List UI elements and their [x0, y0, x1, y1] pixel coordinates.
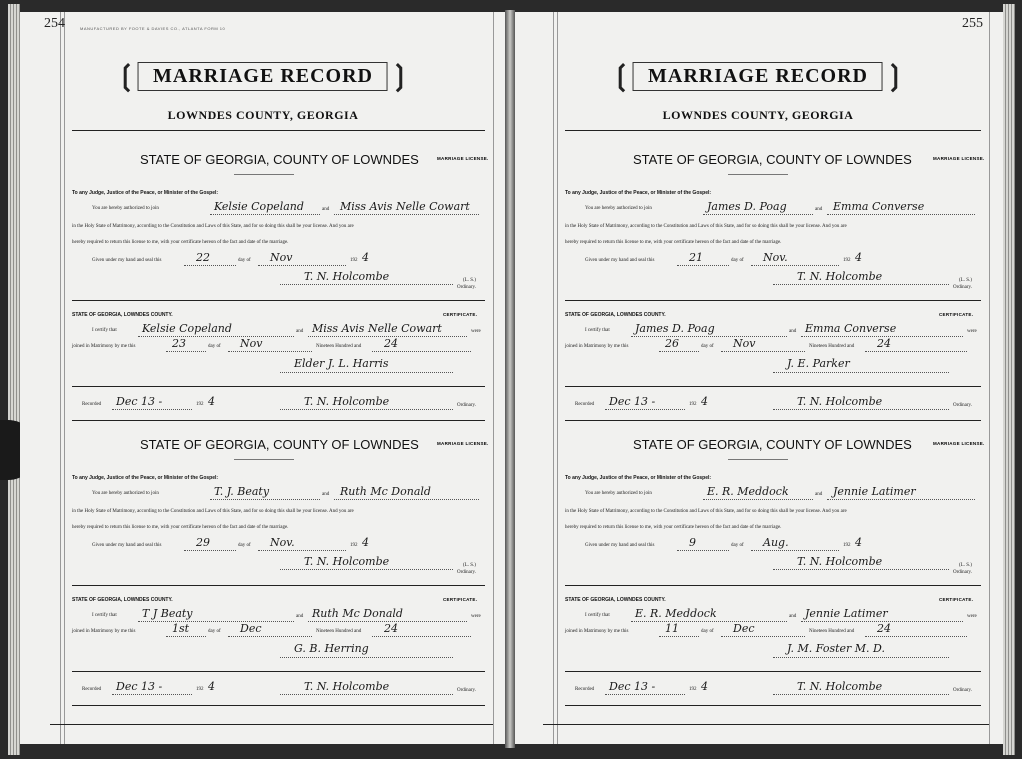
page-number: 255 [962, 16, 983, 31]
seal-ls: (L. S.) [959, 563, 972, 568]
recorded-signature: T. N. Holcombe [304, 395, 390, 408]
recorded-year-digit: 4 [208, 395, 215, 408]
cert-state: STATE OF GEORGIA, LOWNDES COUNTY. [565, 312, 666, 318]
joined-text: joined in Matrimony by me this [72, 344, 136, 349]
recorded-ordinary: Ordinary. [457, 403, 476, 408]
cert-divider [565, 671, 981, 672]
given-day: 29 [196, 536, 210, 549]
license-address: To any Judge, Justice of the Peace, or Minister of the Gospel: [72, 190, 219, 196]
recorded-label: Recorded [82, 402, 102, 407]
seal-ls: (L. S.) [959, 278, 972, 283]
record-bottom-rule [565, 420, 981, 421]
bride-name: Emma Converse [833, 200, 925, 213]
cert-and: and [789, 329, 797, 334]
given-month: Nov [270, 251, 293, 264]
officiant-line [773, 372, 949, 373]
given-year-digit: 4 [362, 536, 369, 549]
recorded-year-digit: 4 [701, 680, 708, 693]
cert-month: Nov [240, 337, 263, 350]
recorded-ordinary: Ordinary. [953, 688, 972, 693]
recorded-sig-line [280, 409, 453, 410]
bride-line [827, 499, 975, 500]
ordinary-sig-line [280, 284, 453, 285]
groom-name: E. R. Meddock [707, 485, 789, 498]
title-rule [72, 130, 485, 131]
ordinary-signature: T. N. Holcombe [797, 270, 883, 283]
were-text: were [471, 329, 481, 334]
given-day: 22 [196, 251, 210, 264]
heading-rule [234, 459, 294, 460]
ordinary-sig-line [773, 284, 949, 285]
and-text: and [322, 207, 330, 212]
recorded-label: Recorded [575, 402, 595, 407]
day-of-text: day of [238, 543, 251, 548]
given-month-line [751, 265, 839, 266]
cert-groom: James D. Poag [635, 322, 715, 335]
were-text: were [967, 329, 977, 334]
cert-label: CERTIFICATE. [443, 597, 478, 602]
authorized-text: You are hereby authorized to join [92, 491, 159, 496]
holy-state-text: in the Holy State of Matrimony, according to the Constitution and Laws of this State, and for so doing this shall be your license. And you are [565, 509, 847, 514]
recorded-year-digit: 4 [208, 680, 215, 693]
were-text: were [967, 614, 977, 619]
given-day-line [677, 265, 729, 266]
bride-line [334, 214, 479, 215]
cert-day-line [659, 351, 699, 352]
recorded-date-line [112, 409, 192, 410]
seal-ls: (L. S.) [463, 278, 476, 283]
joined-text: joined in Matrimony by me this [565, 344, 629, 349]
cert-year: 24 [384, 337, 398, 350]
given-month-line [258, 550, 346, 551]
ordinary-signature: T. N. Holcombe [304, 555, 390, 568]
license-state-heading: STATE OF GEORGIA, COUNTY OF LOWNDES [140, 152, 419, 167]
cert-groom-line [138, 621, 294, 622]
cert-year: 24 [877, 622, 891, 635]
certify-text: I certify that [92, 328, 117, 333]
recorded-sig-line [773, 409, 949, 410]
bride-name: Miss Avis Nelle Cowart [340, 200, 470, 213]
recorded-date: Dec 13 - [609, 395, 656, 408]
cert-month-line [228, 636, 312, 637]
bride-name: Jennie Latimer [833, 485, 916, 498]
marriage-record [20, 152, 507, 442]
and-text: and [322, 492, 330, 497]
cert-groom: Kelsie Copeland [142, 322, 232, 335]
license-label: MARRIAGE LICENSE. [437, 156, 489, 161]
cert-divider [72, 671, 485, 672]
authorized-text: You are hereby authorized to join [92, 206, 159, 211]
license-divider [72, 300, 485, 301]
certify-text: I certify that [585, 613, 610, 618]
recorded-date: Dec 13 - [609, 680, 656, 693]
given-day: 21 [689, 251, 703, 264]
marriage-record [513, 437, 1003, 727]
license-address: To any Judge, Justice of the Peace, or Minister of the Gospel: [565, 475, 712, 481]
page-bottom-rule [543, 724, 989, 725]
book-gutter [505, 10, 515, 748]
recorded-signature: T. N. Holcombe [304, 680, 390, 693]
license-label: MARRIAGE LICENSE. [933, 441, 985, 446]
year-prefix: 192 [350, 543, 358, 548]
heading-rule [234, 174, 294, 175]
license-divider [565, 585, 981, 586]
recorded-date: Dec 13 - [116, 680, 163, 693]
authorized-text: You are hereby authorized to join [585, 491, 652, 496]
cert-divider [72, 386, 485, 387]
and-text: and [815, 492, 823, 497]
recorded-sig-line [773, 694, 949, 695]
recorded-year-prefix: 192 [689, 402, 697, 407]
joined-text: joined in Matrimony by me this [72, 629, 136, 634]
cert-day-of: day of [208, 629, 221, 634]
cert-divider [565, 386, 981, 387]
nineteen-text: Nineteen Hundred and [316, 344, 362, 349]
nineteen-text: Nineteen Hundred and [809, 629, 855, 634]
certify-text: I certify that [585, 328, 610, 333]
ordinary-label: Ordinary. [457, 285, 476, 290]
given-month-line [258, 265, 346, 266]
given-text: Given under my hand and seal this [585, 543, 655, 548]
officiant-signature: J. M. Foster M. D. [787, 642, 885, 655]
groom-line [210, 214, 320, 215]
recorded-year-digit: 4 [701, 395, 708, 408]
book-page-edges-left [8, 4, 20, 755]
given-day-line [677, 550, 729, 551]
cert-groom-line [138, 336, 294, 337]
record-bottom-rule [72, 705, 485, 706]
recorded-signature: T. N. Holcombe [797, 680, 883, 693]
cert-and: and [789, 614, 797, 619]
county-title: LOWNDES COUNTY, GEORGIA [167, 108, 359, 122]
return-license-text: hereby required to return this license to me, with your certificate hereon of the fact and date of the marriage. [72, 240, 289, 245]
cert-year-line [372, 636, 471, 637]
year-prefix: 192 [843, 543, 851, 548]
groom-name: Kelsie Copeland [214, 200, 304, 213]
right-page [513, 12, 1003, 744]
joined-text: joined in Matrimony by me this [565, 629, 629, 634]
cert-state: STATE OF GEORGIA, LOWNDES COUNTY. [72, 597, 173, 603]
cert-day-line [659, 636, 699, 637]
ordinary-sig-line [280, 569, 453, 570]
day-of-text: day of [238, 258, 251, 263]
ordinary-label: Ordinary. [457, 570, 476, 575]
recorded-date-line [112, 694, 192, 695]
recorded-ordinary: Ordinary. [457, 688, 476, 693]
given-text: Given under my hand and seal this [92, 543, 162, 548]
page-bottom-rule [50, 724, 493, 725]
license-label: MARRIAGE LICENSE. [933, 156, 985, 161]
page-number: 254 [44, 16, 65, 31]
banner-scroll-left: ❲ [609, 60, 633, 92]
cert-bride: Miss Avis Nelle Cowart [312, 322, 442, 335]
ordinary-signature: T. N. Holcombe [304, 270, 390, 283]
license-state-heading: STATE OF GEORGIA, COUNTY OF LOWNDES [140, 437, 419, 452]
ordinary-label: Ordinary. [953, 570, 972, 575]
and-text: and [815, 207, 823, 212]
left-page [20, 12, 507, 744]
cert-label: CERTIFICATE. [939, 597, 974, 602]
cert-day: 1st [172, 622, 190, 635]
license-address: To any Judge, Justice of the Peace, or Minister of the Gospel: [565, 190, 712, 196]
cert-year-line [372, 351, 471, 352]
nineteen-text: Nineteen Hundred and [809, 344, 855, 349]
record-bottom-rule [72, 420, 485, 421]
cert-day: 26 [665, 337, 679, 350]
cert-day-line [166, 636, 206, 637]
license-divider [565, 300, 981, 301]
license-label: MARRIAGE LICENSE. [437, 441, 489, 446]
given-year-digit: 4 [362, 251, 369, 264]
cert-state: STATE OF GEORGIA, LOWNDES COUNTY. [72, 312, 173, 318]
ordinary-label: Ordinary. [953, 285, 972, 290]
cert-year-line [865, 351, 967, 352]
cert-day-of: day of [208, 344, 221, 349]
groom-line [703, 499, 813, 500]
return-license-text: hereby required to return this license to me, with your certificate hereon of the fact and date of the marriage. [565, 525, 782, 530]
given-day-line [184, 265, 236, 266]
cert-day-of: day of [701, 344, 714, 349]
given-month: Nov. [270, 536, 295, 549]
year-prefix: 192 [350, 258, 358, 263]
cert-year-line [865, 636, 967, 637]
day-of-text: day of [731, 258, 744, 263]
groom-name: James D. Poag [707, 200, 787, 213]
recorded-date-line [605, 694, 685, 695]
heading-rule [728, 174, 788, 175]
cert-and: and [296, 329, 304, 334]
cert-and: and [296, 614, 304, 619]
license-state-heading: STATE OF GEORGIA, COUNTY OF LOWNDES [633, 152, 912, 167]
cert-day-line [166, 351, 206, 352]
banner-scroll-left: ❲ [114, 60, 138, 92]
given-text: Given under my hand and seal this [92, 258, 162, 263]
recorded-date-line [605, 409, 685, 410]
marriage-record [513, 152, 1003, 442]
recorded-date: Dec 13 - [116, 395, 163, 408]
seal-ls: (L. S.) [463, 563, 476, 568]
printer-line: MANUFACTURED BY FOOTE & DAVIES CO., ATLANTA FORM 10 [80, 26, 226, 31]
recorded-year-prefix: 192 [196, 402, 204, 407]
given-year-digit: 4 [855, 536, 862, 549]
book-page-edges-right [1003, 4, 1015, 755]
marriage-record-banner [115, 62, 412, 91]
cert-month: Nov [733, 337, 756, 350]
year-prefix: 192 [843, 258, 851, 263]
day-of-text: day of [731, 543, 744, 548]
cert-groom: E. R. Meddock [635, 607, 717, 620]
recorded-label: Recorded [82, 687, 102, 692]
nineteen-text: Nineteen Hundred and [316, 629, 362, 634]
recorded-ordinary: Ordinary. [953, 403, 972, 408]
cert-year: 24 [384, 622, 398, 635]
cert-label: CERTIFICATE. [939, 312, 974, 317]
cert-month-line [228, 351, 312, 352]
county-title: LOWNDES COUNTY, GEORGIA [662, 108, 854, 122]
cert-groom-line [631, 336, 787, 337]
officiant-line [280, 372, 453, 373]
return-license-text: hereby required to return this license to me, with your certificate hereon of the fact and date of the marriage. [565, 240, 782, 245]
given-month: Aug. [763, 536, 789, 549]
cert-month-line [721, 636, 805, 637]
given-month-line [751, 550, 839, 551]
cert-month: Dec [240, 622, 262, 635]
cert-bride: Emma Converse [805, 322, 897, 335]
groom-line [210, 499, 320, 500]
given-text: Given under my hand and seal this [585, 258, 655, 263]
banner-title: MARRIAGE RECORD [138, 62, 388, 91]
holy-state-text: in the Holy State of Matrimony, according to the Constitution and Laws of this State, and for so doing this shall be your license. And you are [565, 224, 847, 229]
groom-name: T. J. Beaty [214, 485, 270, 498]
banner-title: MARRIAGE RECORD [633, 62, 883, 91]
cert-groom-line [631, 621, 787, 622]
cert-bride: Jennie Latimer [805, 607, 888, 620]
bride-line [334, 499, 479, 500]
cert-day: 23 [172, 337, 186, 350]
heading-rule [728, 459, 788, 460]
given-day: 9 [689, 536, 696, 549]
marriage-record-banner [610, 62, 907, 91]
cert-groom: T J Beaty [142, 607, 193, 620]
title-rule [565, 130, 981, 131]
bride-name: Ruth Mc Donald [340, 485, 431, 498]
given-year-digit: 4 [855, 251, 862, 264]
recorded-label: Recorded [575, 687, 595, 692]
return-license-text: hereby required to return this license to me, with your certificate hereon of the fact and date of the marriage. [72, 525, 289, 530]
banner-scroll-right: ❳ [388, 60, 412, 92]
recorded-signature: T. N. Holcombe [797, 395, 883, 408]
ordinary-signature: T. N. Holcombe [797, 555, 883, 568]
cert-state: STATE OF GEORGIA, LOWNDES COUNTY. [565, 597, 666, 603]
marriage-record [20, 437, 507, 727]
bride-line [827, 214, 975, 215]
recorded-year-prefix: 192 [689, 687, 697, 692]
license-state-heading: STATE OF GEORGIA, COUNTY OF LOWNDES [633, 437, 912, 452]
given-month: Nov. [763, 251, 788, 264]
cert-label: CERTIFICATE. [443, 312, 478, 317]
banner-scroll-right: ❳ [883, 60, 907, 92]
cert-day-of: day of [701, 629, 714, 634]
license-address: To any Judge, Justice of the Peace, or Minister of the Gospel: [72, 475, 219, 481]
were-text: were [471, 614, 481, 619]
license-divider [72, 585, 485, 586]
cert-bride: Ruth Mc Donald [312, 607, 403, 620]
officiant-line [773, 657, 949, 658]
holy-state-text: in the Holy State of Matrimony, according to the Constitution and Laws of this State, and for so doing this shall be your license. And you are [72, 509, 354, 514]
record-bottom-rule [565, 705, 981, 706]
cert-day: 11 [665, 622, 679, 635]
cert-month: Dec [733, 622, 755, 635]
officiant-line [280, 657, 453, 658]
officiant-signature: Elder J. L. Harris [294, 357, 389, 370]
holy-state-text: in the Holy State of Matrimony, according to the Constitution and Laws of this State, and for so doing this shall be your license. And you are [72, 224, 354, 229]
cert-year: 24 [877, 337, 891, 350]
ordinary-sig-line [773, 569, 949, 570]
officiant-signature: J. E. Parker [787, 357, 850, 370]
recorded-year-prefix: 192 [196, 687, 204, 692]
certify-text: I certify that [92, 613, 117, 618]
cert-month-line [721, 351, 805, 352]
authorized-text: You are hereby authorized to join [585, 206, 652, 211]
recorded-sig-line [280, 694, 453, 695]
officiant-signature: G. B. Herring [294, 642, 369, 655]
groom-line [703, 214, 813, 215]
given-day-line [184, 550, 236, 551]
